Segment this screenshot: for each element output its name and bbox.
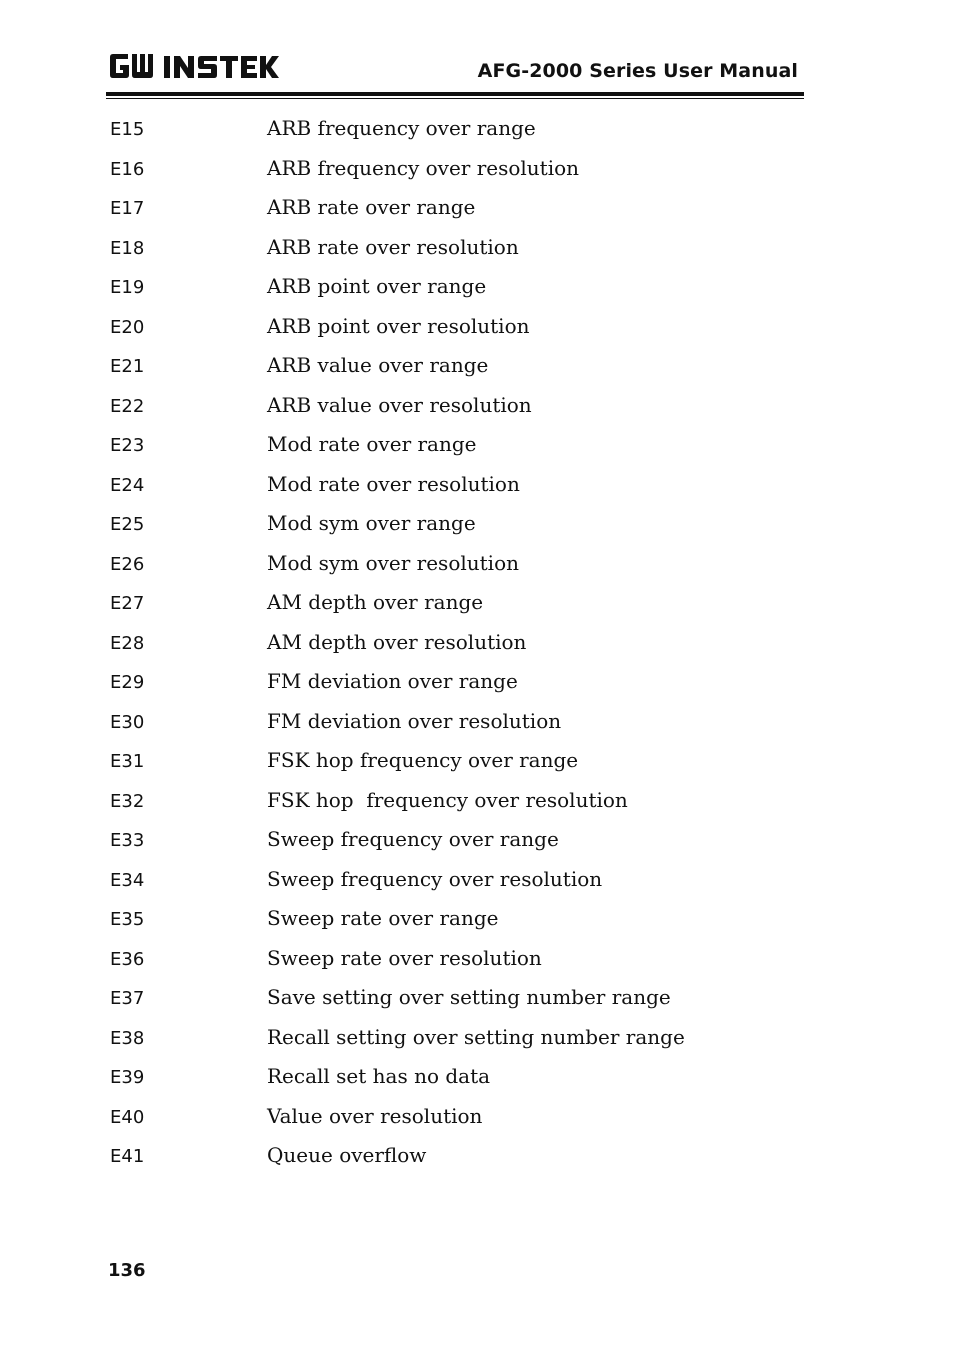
error-row	[110, 587, 810, 627]
error-message: Mod sym over range	[267, 511, 476, 535]
error-row	[110, 390, 810, 430]
error-message: Sweep frequency over resolution	[267, 866, 603, 891]
error-row	[110, 666, 810, 706]
error-row	[110, 271, 810, 311]
error-message: Sweep rate over resolution	[267, 945, 542, 970]
error-row	[110, 903, 810, 943]
error-message: Sweep rate over range	[267, 906, 499, 930]
error-message: ARB point over resolution	[267, 313, 530, 338]
error-row	[110, 508, 810, 548]
page-header	[0, 0, 954, 100]
error-code: E34	[110, 869, 145, 891]
error-code: E30	[110, 711, 145, 733]
error-row	[110, 785, 810, 825]
error-row	[110, 627, 810, 667]
error-row	[110, 1022, 810, 1062]
error-message: FSK hop frequency over range	[267, 748, 579, 772]
error-row	[110, 864, 810, 904]
error-message: ARB point over range	[267, 274, 487, 298]
error-code: E18	[110, 237, 145, 259]
error-code: E41	[110, 1146, 145, 1167]
error-code: E16	[110, 158, 145, 180]
error-row	[110, 192, 810, 232]
error-message: ARB value over resolution	[267, 392, 532, 417]
error-code: E23	[110, 435, 145, 456]
error-code-list	[110, 113, 810, 1180]
error-message: AM depth over range	[267, 590, 484, 614]
error-message: ARB frequency over range	[267, 116, 536, 140]
error-message: Recall set has no data	[267, 1064, 491, 1088]
error-code: E25	[110, 514, 145, 535]
page-number: 136	[108, 1260, 146, 1281]
error-row	[110, 745, 810, 785]
error-code: E36	[110, 948, 145, 970]
error-code: E19	[110, 277, 145, 298]
error-message: AM depth over resolution	[267, 629, 527, 654]
error-message: ARB rate over resolution	[267, 234, 519, 259]
error-code: E40	[110, 1106, 145, 1128]
header-rule-thin	[106, 98, 804, 99]
error-code: E20	[110, 316, 145, 338]
error-row	[110, 429, 810, 469]
error-code: E28	[110, 632, 145, 654]
manual-title: AFG-2000 Series User Manual	[477, 60, 798, 82]
error-message: Sweep frequency over range	[267, 827, 559, 851]
error-message: FM deviation over resolution	[267, 708, 562, 733]
error-message: FSK hop frequency over resolution	[267, 787, 628, 812]
error-row	[110, 232, 810, 272]
error-message: Recall setting over setting number range	[267, 1024, 685, 1049]
error-message: ARB frequency over resolution	[267, 155, 580, 180]
error-row	[110, 1101, 810, 1141]
error-code: E22	[110, 395, 145, 417]
error-row	[110, 311, 810, 351]
error-code: E38	[110, 1027, 145, 1049]
error-code: E32	[110, 790, 145, 812]
error-code: E21	[110, 356, 145, 377]
error-code: E29	[110, 672, 145, 693]
error-row	[110, 982, 810, 1022]
error-code: E39	[110, 1067, 145, 1088]
error-code: E15	[110, 119, 145, 140]
error-code: E27	[110, 593, 145, 614]
error-message: Mod rate over resolution	[267, 471, 520, 496]
error-code: E17	[110, 198, 145, 219]
error-row	[110, 943, 810, 983]
error-row	[110, 706, 810, 746]
header-rule	[106, 92, 804, 96]
error-message: Queue overflow	[267, 1143, 427, 1167]
error-message: ARB value over range	[267, 353, 489, 377]
gw-instek-logo	[108, 48, 280, 86]
error-code: E31	[110, 751, 145, 772]
error-code: E37	[110, 988, 145, 1009]
error-row	[110, 350, 810, 390]
error-row	[110, 1061, 810, 1101]
error-message: Mod sym over resolution	[267, 550, 519, 575]
error-message: Value over resolution	[267, 1103, 483, 1128]
error-row	[110, 469, 810, 509]
error-row	[110, 153, 810, 193]
error-row	[110, 824, 810, 864]
error-code: E24	[110, 474, 145, 496]
error-row	[110, 548, 810, 588]
error-code: E26	[110, 553, 145, 575]
error-code: E35	[110, 909, 145, 930]
error-row	[110, 113, 810, 153]
error-message: ARB rate over range	[267, 195, 476, 219]
error-message: Save setting over setting number range	[267, 985, 671, 1009]
error-message: FM deviation over range	[267, 669, 518, 693]
error-code: E33	[110, 830, 145, 851]
error-row	[110, 1140, 810, 1180]
error-message: Mod rate over range	[267, 432, 477, 456]
